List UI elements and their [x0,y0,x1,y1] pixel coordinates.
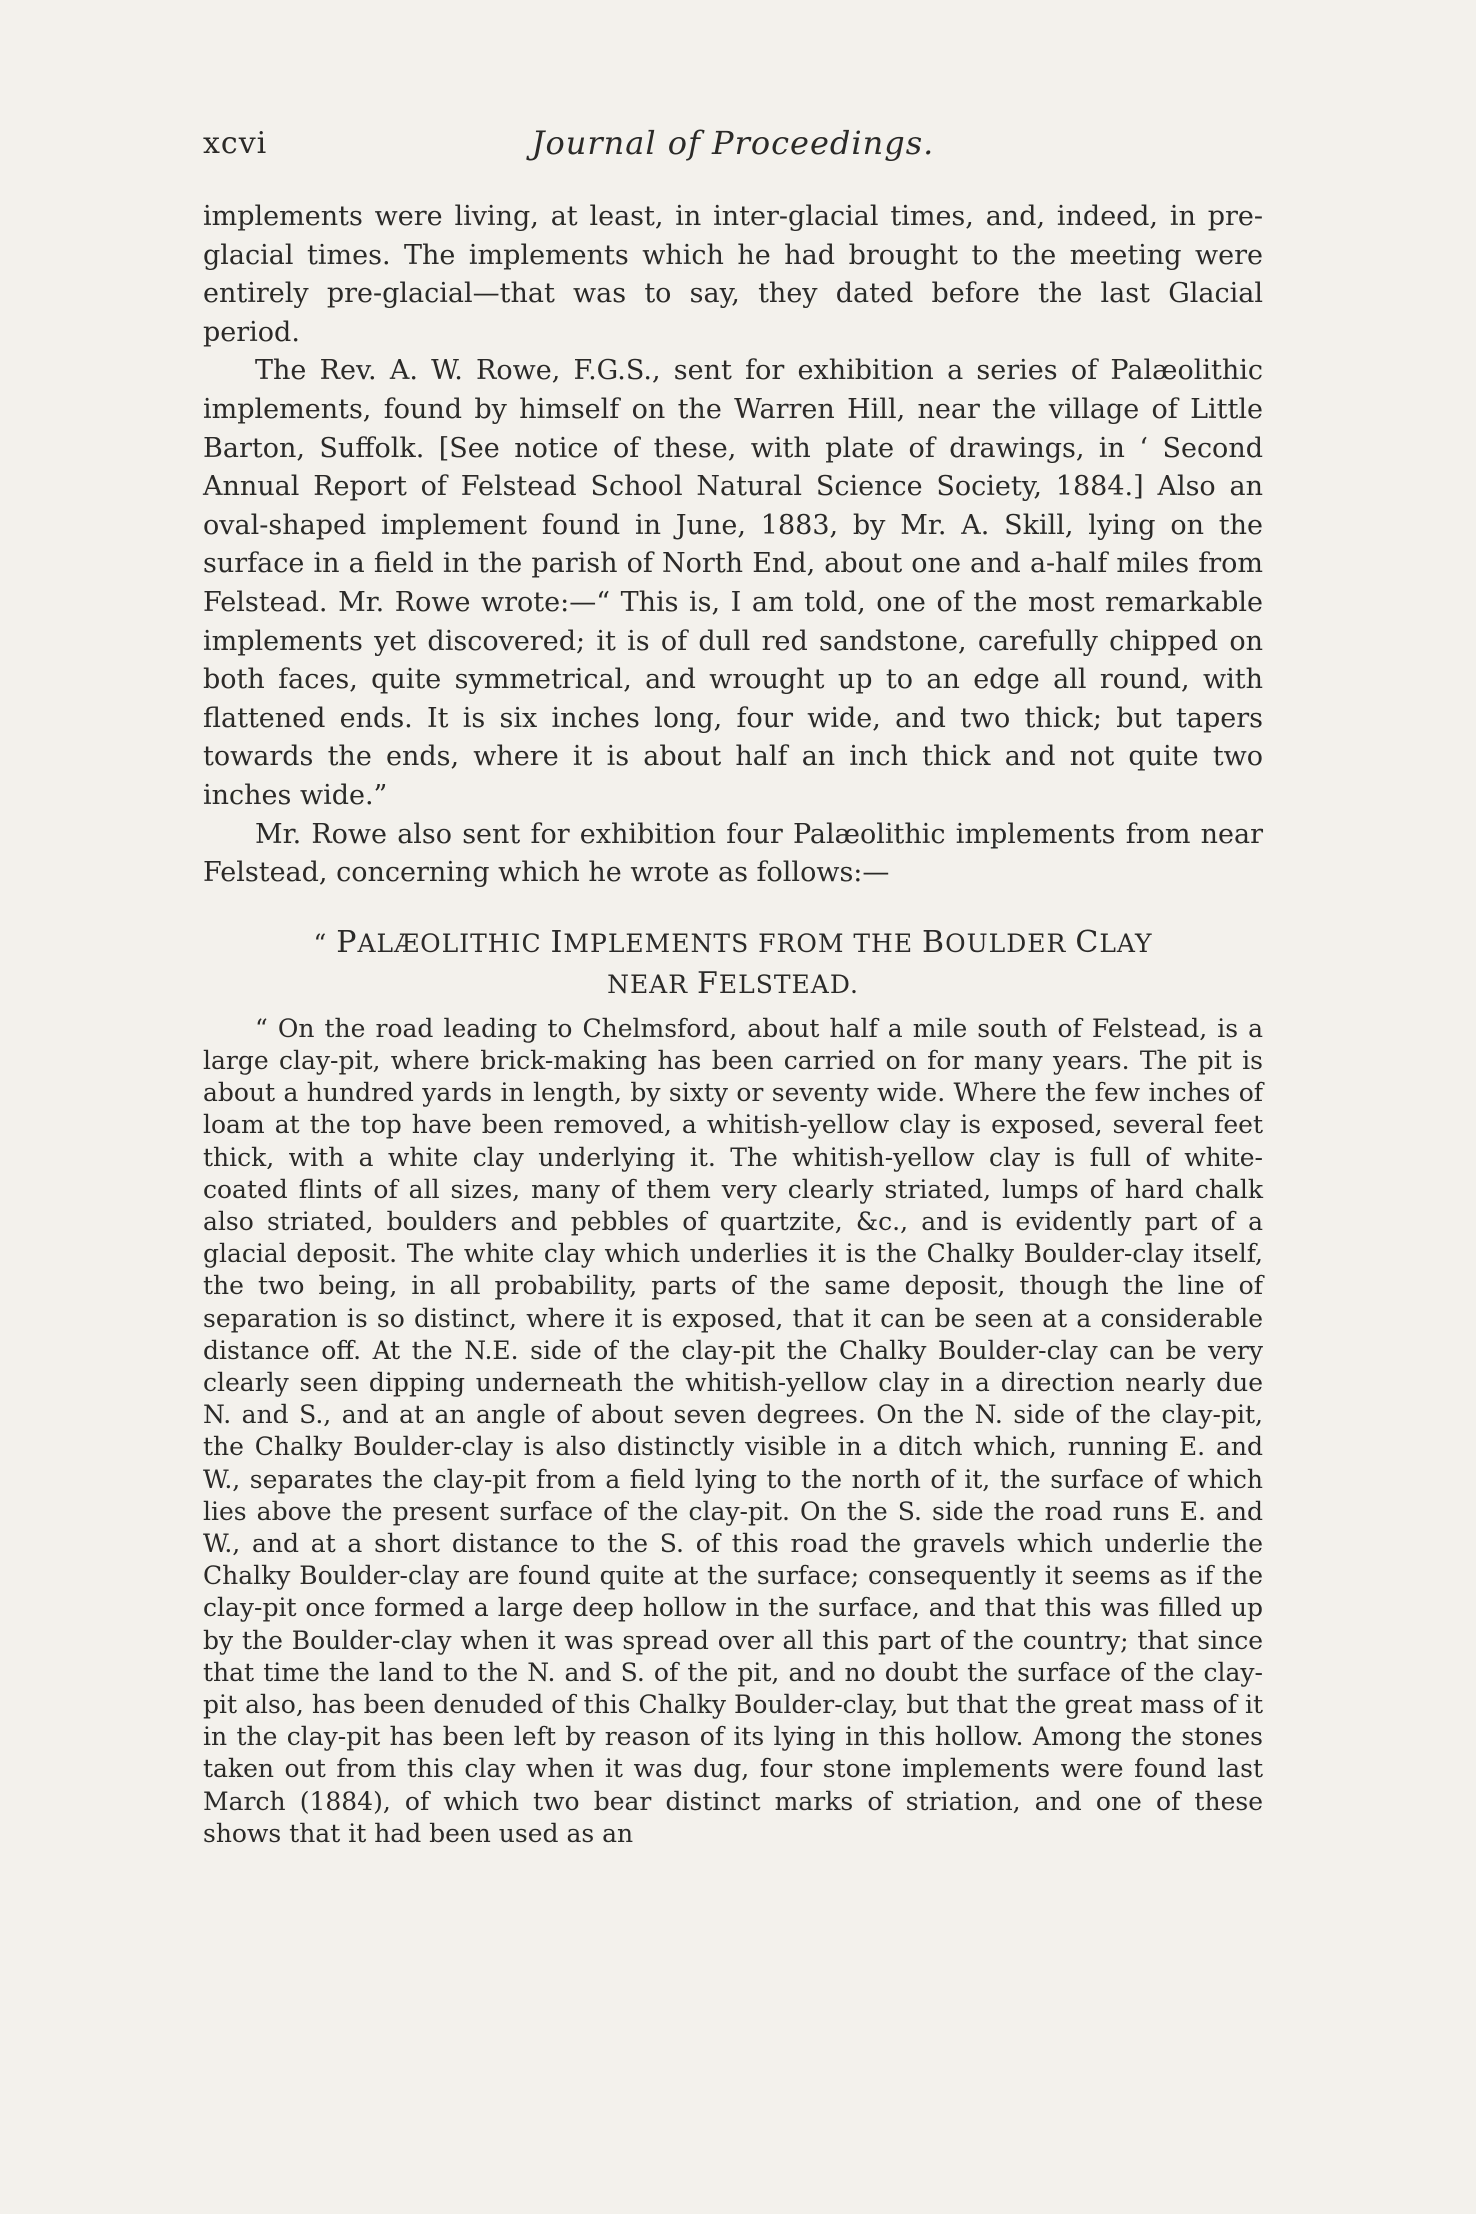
section-heading [203,923,1263,1005]
paragraph-rowe-felstead: Mr. Rowe also sent for exhibition four Palæolithic implements from near Felstead, concerning which he wrote as follows:— [203,818,1263,889]
section-heading-line-2: NEAR FELSTEAD. [607,965,859,1001]
page-number: xcvi [203,126,268,161]
quoted-report: “ On the road leading to Chelmsford, about half a mile south of Felstead, is a large clay-pit, where brick-making has been carried on for many years. The pit is about a hundred yards in length, by sixty or seventy wide. Where the few inches of loam at the top have been removed, a whitish-yellow clay is exposed, several feet thick, with a white clay underlying it. The whitish-yellow clay is full of white-coated flints of all sizes, many of them very clearly striated, lumps of hard chalk also striated, boulders and pebbles of quartzite, &c., and is evidently part of a glacial deposit. The white clay which underlies it is the Chalky Boulder-clay itself, the two being, in all probability, parts of the same deposit, though the line of separation is so distinct, where it is exposed, that it can be seen at a considerable distance off. At the N.E. side of the clay-pit the Chalky Boulder-clay can be very clearly seen dipping underneath the whitish-yellow clay in a direction nearly due N. and S., and at an angle of about seven degrees. On the N. side of the clay-pit, the Chalky Boulder-clay is also distinctly visible in a ditch which, running E. and W., separates the clay-pit from a field lying to the north of it, the surface of which lies above the present surface of the clay-pit. On the S. side the road runs E. and W., and at a short distance to the S. of this road the gravels which underlie the Chalky Boulder-clay are found quite at the surface; consequently it seems as if the clay-pit once formed a large deep hollow in the surface, and that this was filled up by the Boulder-clay when it was spread over all this part of the country; that since that time the land to the N. and S. of the pit, and no doubt the surface of the clay-pit also, has been denuded of this Chalky Boulder-clay, but that the great mass of it in the clay-pit has been left by reason of its lying in this hollow. Among the stones taken out from this clay when it was dug, four stone implements were found last March (1884), of which two bear distinct marks of striation, and one of these shows that it had been used as an [203,1013,1263,1848]
page-body [203,198,1263,1850]
running-header [203,118,1263,168]
running-title: Journal of Proceedings. [531,124,935,162]
paragraph-rowe-exhibition: The Rev. A. W. Rowe, F.G.S., sent for exhibition a series of Palæolithic implements, found by himself on the Warren Hill, near the village of Little Barton, Suffolk. [See notice of these, with plate of drawings, in ‘ Second Annual Report of Felstead School Natural Science Society, 1884.] Also an oval-shaped implement found in June, 1883, by Mr. A. Skill, lying on the surface in a field in the parish of North End, about one and a-half miles from Felstead. Mr. Rowe wrote:—“ This is, I am told, one of the most remarkable implements yet discovered; it is of dull red sandstone, carefully chipped on both faces, quite symmetrical, and wrought up to an edge all round, with flattened ends. It is six inches long, four wide, and two thick; but tapers towards the ends, where it is about half an inch thick and not quite two inches wide.” [203,355,1263,811]
paragraph-continuation: implements were living, at least, in inter-glacial times, and, indeed, in pre-glacial times. The implements which he had brought to the meeting were entirely pre-glacial—that was to say, they dated before the last Glacial period. [203,201,1263,348]
section-heading-line-1: “ PALÆOLITHIC IMPLEMENTS FROM THE BOULDER CLAY [313,924,1153,960]
